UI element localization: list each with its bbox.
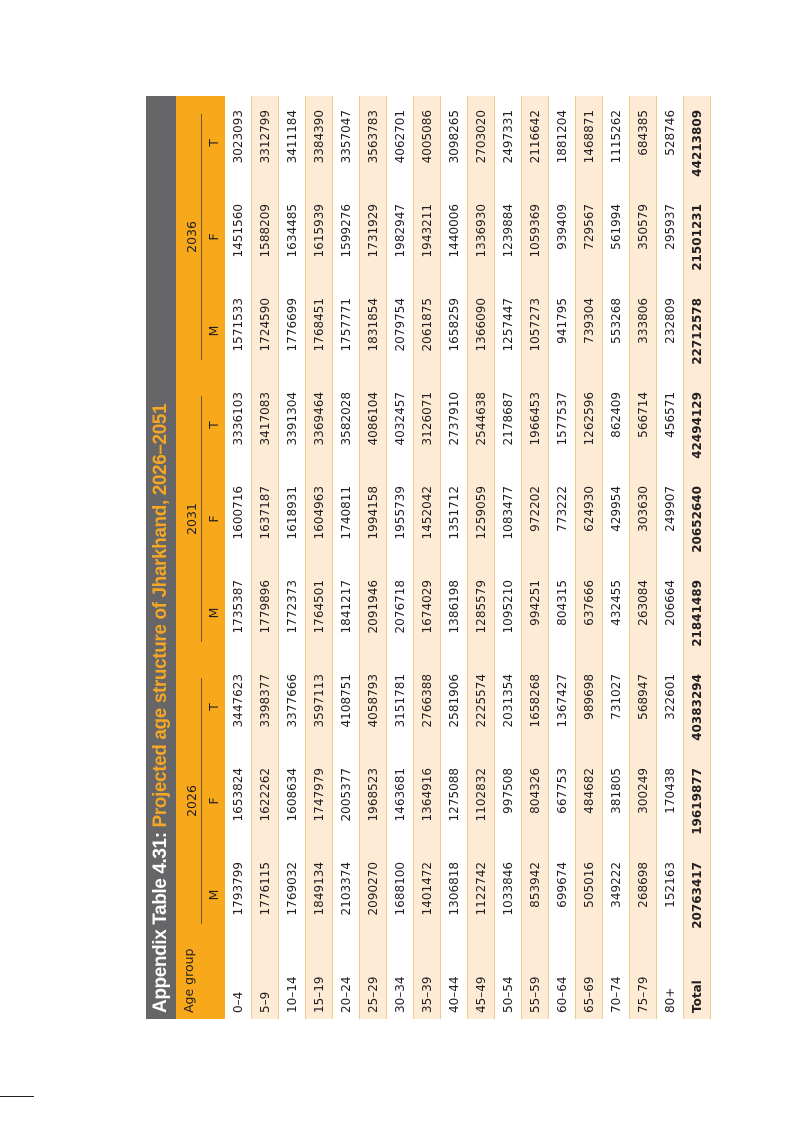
age-group-cell: 35–39 [414, 942, 441, 1019]
value-cell: 2703020 [468, 96, 495, 190]
rotated-table-container [146, 96, 704, 1019]
sex-header: F [202, 754, 225, 848]
value-cell: 1401472 [414, 848, 441, 942]
value-cell: 1306818 [441, 848, 468, 942]
value-cell: 322601 [657, 660, 684, 754]
value-cell: 2061875 [414, 284, 441, 378]
age-group-cell: 30–34 [387, 942, 414, 1019]
value-cell: 1764501 [306, 566, 333, 660]
total-value-cell: 40383294 [684, 660, 711, 754]
value-cell: 1057273 [522, 284, 549, 378]
value-cell: 1653824 [225, 754, 252, 848]
value-cell: 1966453 [522, 378, 549, 472]
value-cell: 2076718 [387, 566, 414, 660]
value-cell: 3369464 [306, 378, 333, 472]
value-cell: 773222 [549, 472, 576, 566]
value-cell: 1740811 [333, 472, 360, 566]
table-row [279, 96, 306, 1019]
value-cell: 1364916 [414, 754, 441, 848]
value-cell: 729567 [576, 190, 603, 284]
sex-header: T [202, 378, 225, 472]
age-group-cell: 70–74 [603, 942, 630, 1019]
value-cell: 1102832 [468, 754, 495, 848]
value-cell: 1366090 [468, 284, 495, 378]
value-cell: 300249 [630, 754, 657, 848]
value-cell: 1336930 [468, 190, 495, 284]
value-cell: 1122742 [468, 848, 495, 942]
value-cell: 1776115 [252, 848, 279, 942]
value-cell: 4108751 [333, 660, 360, 754]
value-cell: 1688100 [387, 848, 414, 942]
value-cell: 1600716 [225, 472, 252, 566]
total-label: Total [684, 942, 711, 1019]
value-cell: 350579 [630, 190, 657, 284]
table-title-row [146, 96, 176, 1019]
value-cell: 989698 [576, 660, 603, 754]
total-value-cell: 44213809 [684, 96, 711, 190]
value-cell: 739304 [576, 284, 603, 378]
value-cell: 1386198 [441, 566, 468, 660]
value-cell: 3597113 [306, 660, 333, 754]
age-group-cell: 25–29 [360, 942, 387, 1019]
age-group-cell: 65–69 [576, 942, 603, 1019]
value-cell: 528746 [657, 96, 684, 190]
value-cell: 1994158 [360, 472, 387, 566]
value-cell: 3417083 [252, 378, 279, 472]
value-cell: 2178687 [495, 378, 522, 472]
value-cell: 295937 [657, 190, 684, 284]
value-cell: 1769032 [279, 848, 306, 942]
table-title-text: Projected age structure of Jharkhand, 2026–2051 [150, 403, 171, 828]
value-cell: 1968523 [360, 754, 387, 848]
age-group-cell: 60–64 [549, 942, 576, 1019]
value-cell: 1615939 [306, 190, 333, 284]
value-cell: 1747979 [306, 754, 333, 848]
value-cell: 2544638 [468, 378, 495, 472]
value-cell: 1658259 [441, 284, 468, 378]
value-cell: 1588209 [252, 190, 279, 284]
footer-rule [0, 1096, 34, 1097]
value-cell: 484682 [576, 754, 603, 848]
value-cell: 1571533 [225, 284, 252, 378]
total-value-cell: 21501231 [684, 190, 711, 284]
value-cell: 4058793 [360, 660, 387, 754]
value-cell: 1440006 [441, 190, 468, 284]
value-cell: 3377666 [279, 660, 306, 754]
value-cell: 1259059 [468, 472, 495, 566]
value-cell: 2079754 [387, 284, 414, 378]
value-cell: 333806 [630, 284, 657, 378]
value-cell: 1463681 [387, 754, 414, 848]
value-cell: 1658268 [522, 660, 549, 754]
value-cell: 170438 [657, 754, 684, 848]
table-row [549, 96, 576, 1019]
value-cell: 1768451 [306, 284, 333, 378]
value-cell: 249907 [657, 472, 684, 566]
age-group-cell: 20–24 [333, 942, 360, 1019]
value-cell: 3384390 [306, 96, 333, 190]
table-row [441, 96, 468, 1019]
value-cell: 1793799 [225, 848, 252, 942]
value-cell: 2091946 [360, 566, 387, 660]
table-row [360, 96, 387, 1019]
value-cell: 1608634 [279, 754, 306, 848]
total-value-cell: 20763417 [684, 848, 711, 942]
table-row [387, 96, 414, 1019]
table-title-prefix: Appendix Table 4.31: [150, 832, 171, 1013]
value-cell: 667753 [549, 754, 576, 848]
value-cell: 1634485 [279, 190, 306, 284]
value-cell: 1982947 [387, 190, 414, 284]
value-cell: 1468871 [576, 96, 603, 190]
value-cell: 268698 [630, 848, 657, 942]
value-cell: 4032457 [387, 378, 414, 472]
sex-header: M [202, 848, 225, 942]
value-cell: 1083477 [495, 472, 522, 566]
value-cell: 1451560 [225, 190, 252, 284]
value-cell: 1831854 [360, 284, 387, 378]
value-cell: 303630 [630, 472, 657, 566]
value-cell: 2031354 [495, 660, 522, 754]
value-cell: 1849134 [306, 848, 333, 942]
value-cell: 1881204 [549, 96, 576, 190]
value-cell: 561994 [603, 190, 630, 284]
value-cell: 1275088 [441, 754, 468, 848]
sex-header: F [202, 190, 225, 284]
value-cell: 1637187 [252, 472, 279, 566]
value-cell: 2103374 [333, 848, 360, 942]
value-cell: 263084 [630, 566, 657, 660]
value-cell: 1779896 [252, 566, 279, 660]
value-cell: 3312799 [252, 96, 279, 190]
value-cell: 3582028 [333, 378, 360, 472]
value-cell: 1757771 [333, 284, 360, 378]
value-cell: 1618931 [279, 472, 306, 566]
value-cell: 2766388 [414, 660, 441, 754]
value-cell: 206664 [657, 566, 684, 660]
value-cell: 972202 [522, 472, 549, 566]
value-cell: 2225574 [468, 660, 495, 754]
value-cell: 941795 [549, 284, 576, 378]
total-value-cell: 42494129 [684, 378, 711, 472]
age-group-cell: 75–79 [630, 942, 657, 1019]
table-row [225, 96, 252, 1019]
table-row [252, 96, 279, 1019]
value-cell: 3151781 [387, 660, 414, 754]
value-cell: 3563783 [360, 96, 387, 190]
value-cell: 349222 [603, 848, 630, 942]
age-group-cell: 0–4 [225, 942, 252, 1019]
value-cell: 4005086 [414, 96, 441, 190]
value-cell: 939409 [549, 190, 576, 284]
total-value-cell: 20652640 [684, 472, 711, 566]
sex-header: M [202, 284, 225, 378]
year-header-2031: 2031 [176, 378, 202, 660]
value-cell: 853942 [522, 848, 549, 942]
value-cell: 1731929 [360, 190, 387, 284]
value-cell: 568947 [630, 660, 657, 754]
table-row [630, 96, 657, 1019]
value-cell: 1257447 [495, 284, 522, 378]
table-row [522, 96, 549, 1019]
value-cell: 1772373 [279, 566, 306, 660]
sex-header: T [202, 96, 225, 190]
age-group-cell: 5–9 [252, 942, 279, 1019]
value-cell: 381805 [603, 754, 630, 848]
value-cell: 1674029 [414, 566, 441, 660]
table-row [576, 96, 603, 1019]
value-cell: 2005377 [333, 754, 360, 848]
value-cell: 3126071 [414, 378, 441, 472]
value-cell: 804326 [522, 754, 549, 848]
value-cell: 1095210 [495, 566, 522, 660]
value-cell: 3411184 [279, 96, 306, 190]
table-row [657, 96, 684, 1019]
sex-header-row [202, 96, 225, 1019]
value-cell: 1735387 [225, 566, 252, 660]
age-group-cell: 55–59 [522, 942, 549, 1019]
age-group-cell: 80+ [657, 942, 684, 1019]
value-cell: 3391304 [279, 378, 306, 472]
value-cell: 1452042 [414, 472, 441, 566]
value-cell: 456571 [657, 378, 684, 472]
age-group-cell: 10–14 [279, 942, 306, 1019]
value-cell: 699674 [549, 848, 576, 942]
value-cell: 1033846 [495, 848, 522, 942]
value-cell: 1367427 [549, 660, 576, 754]
value-cell: 2581906 [441, 660, 468, 754]
age-group-cell: 50–54 [495, 942, 522, 1019]
year-header-2026: 2026 [176, 660, 202, 942]
value-cell: 2737910 [441, 378, 468, 472]
table-row [414, 96, 441, 1019]
value-cell: 1724590 [252, 284, 279, 378]
value-cell: 997508 [495, 754, 522, 848]
value-cell: 4062701 [387, 96, 414, 190]
value-cell: 684385 [630, 96, 657, 190]
table-body [225, 96, 711, 1019]
value-cell: 429954 [603, 472, 630, 566]
age-group-cell: 45–49 [468, 942, 495, 1019]
total-value-cell: 22712578 [684, 284, 711, 378]
value-cell: 1285579 [468, 566, 495, 660]
value-cell: 1351712 [441, 472, 468, 566]
value-cell: 1604963 [306, 472, 333, 566]
sex-header: F [202, 472, 225, 566]
value-cell: 553268 [603, 284, 630, 378]
value-cell: 1955739 [387, 472, 414, 566]
value-cell: 804315 [549, 566, 576, 660]
year-header-row [176, 96, 202, 1019]
table-row [468, 96, 495, 1019]
table-row [495, 96, 522, 1019]
table-title [146, 96, 176, 1019]
value-cell: 1622262 [252, 754, 279, 848]
table-row [333, 96, 360, 1019]
value-cell: 2116642 [522, 96, 549, 190]
value-cell: 3023093 [225, 96, 252, 190]
value-cell: 3357047 [333, 96, 360, 190]
value-cell: 637666 [576, 566, 603, 660]
table-row [306, 96, 333, 1019]
value-cell: 152163 [657, 848, 684, 942]
value-cell: 1599276 [333, 190, 360, 284]
value-cell: 1262596 [576, 378, 603, 472]
total-value-cell: 21841489 [684, 566, 711, 660]
value-cell: 1239884 [495, 190, 522, 284]
age-group-header: Age group [176, 942, 225, 1019]
value-cell: 994251 [522, 566, 549, 660]
value-cell: 624930 [576, 472, 603, 566]
value-cell: 731027 [603, 660, 630, 754]
value-cell: 1776699 [279, 284, 306, 378]
value-cell: 3447623 [225, 660, 252, 754]
total-row [684, 96, 711, 1019]
total-value-cell: 19619877 [684, 754, 711, 848]
value-cell: 2090270 [360, 848, 387, 942]
value-cell: 862409 [603, 378, 630, 472]
age-structure-table [146, 96, 711, 1019]
value-cell: 1577537 [549, 378, 576, 472]
value-cell: 3098265 [441, 96, 468, 190]
value-cell: 1115262 [603, 96, 630, 190]
age-group-cell: 40–44 [441, 942, 468, 1019]
value-cell: 432455 [603, 566, 630, 660]
value-cell: 566714 [630, 378, 657, 472]
age-group-cell: 15–19 [306, 942, 333, 1019]
table-row [603, 96, 630, 1019]
value-cell: 3336103 [225, 378, 252, 472]
value-cell: 1943211 [414, 190, 441, 284]
sex-header: M [202, 566, 225, 660]
value-cell: 4086104 [360, 378, 387, 472]
value-cell: 1059369 [522, 190, 549, 284]
value-cell: 3398377 [252, 660, 279, 754]
value-cell: 1841217 [333, 566, 360, 660]
value-cell: 505016 [576, 848, 603, 942]
value-cell: 2497331 [495, 96, 522, 190]
value-cell: 232809 [657, 284, 684, 378]
sex-header: T [202, 660, 225, 754]
year-header-2036: 2036 [176, 96, 202, 378]
